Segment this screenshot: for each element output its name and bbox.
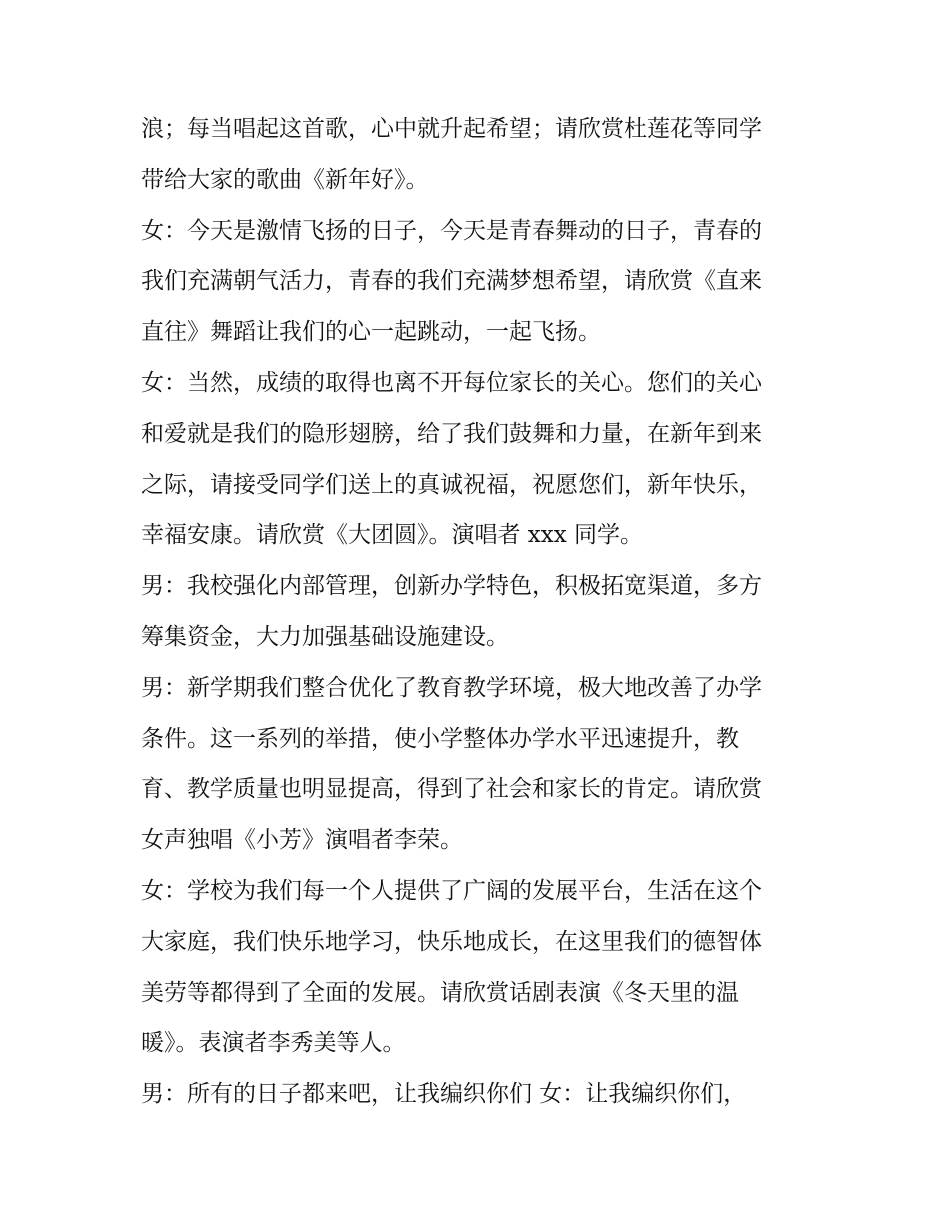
text-line: 带给大家的歌曲《新年好》。: [141, 166, 429, 193]
text-line: 我们充满朝气活力，青春的我们充满梦想希望，请欣赏《直来: [141, 268, 762, 295]
text-line: 条件。这一系列的举措，使小学整体办学水平迅速提升，教: [141, 725, 739, 752]
text-line: 育、教学质量也明显提高，得到了社会和家长的肯定。请欣赏: [141, 776, 762, 803]
text-line: 女：学校为我们每一个人提供了广阔的发展平台，生活在这个: [141, 877, 762, 904]
paragraph-drama-intro: [141, 866, 821, 1069]
paragraph-new-semester: [141, 663, 821, 866]
text-line: 筹集资金，大力加强基础设施建设。: [141, 623, 509, 650]
text-line: 男：所有的日子都来吧，让我编织你们 女：让我编织你们，: [141, 1081, 747, 1108]
text-line: 男：新学期我们整合优化了教育教学环境，极大地改善了办学: [141, 674, 762, 701]
paragraph-closing-dialogue: [141, 1069, 821, 1120]
paragraph-school-management: [141, 561, 821, 663]
text-line: 暖》。表演者李秀美等人。: [141, 1030, 406, 1057]
text-line: 女：今天是激情飞扬的日子，今天是青春舞动的日子，青春的: [141, 217, 762, 244]
paragraph-dance-intro: [141, 206, 821, 358]
text-line: 和爱就是我们的隐形翅膀，给了我们鼓舞和力量，在新年到来: [141, 420, 762, 447]
text-line: 女：当然，成绩的取得也离不开每位家长的关心。您们的关心: [141, 369, 762, 396]
text-line: 大家庭，我们快乐地学习，快乐地成长，在这里我们的德智体: [141, 928, 762, 955]
paragraph-song-intro: [141, 104, 821, 206]
text-line: 幸福安康。请欣赏《大团圆》。演唱者 xxx 同学。: [141, 522, 644, 549]
text-line: 之际，请接受同学们送上的真诚祝福，祝愿您们，新年快乐，: [141, 471, 762, 498]
text-line: 浪；每当唱起这首歌，心中就升起希望；请欣赏杜莲花等同学: [141, 116, 762, 142]
paragraph-parents-thanks: [141, 358, 821, 561]
document-body: [141, 104, 821, 1120]
text-line: 直往》舞蹈让我们的心一起跳动，一起飞扬。: [141, 319, 601, 346]
text-line: 美劳等都得到了全面的发展。请欣赏话剧表演《冬天里的温: [141, 979, 739, 1006]
text-line: 女声独唱《小芳》演唱者李荣。: [141, 827, 463, 854]
text-line: 男：我校强化内部管理，创新办学特色，积极拓宽渠道，多方: [141, 573, 762, 600]
